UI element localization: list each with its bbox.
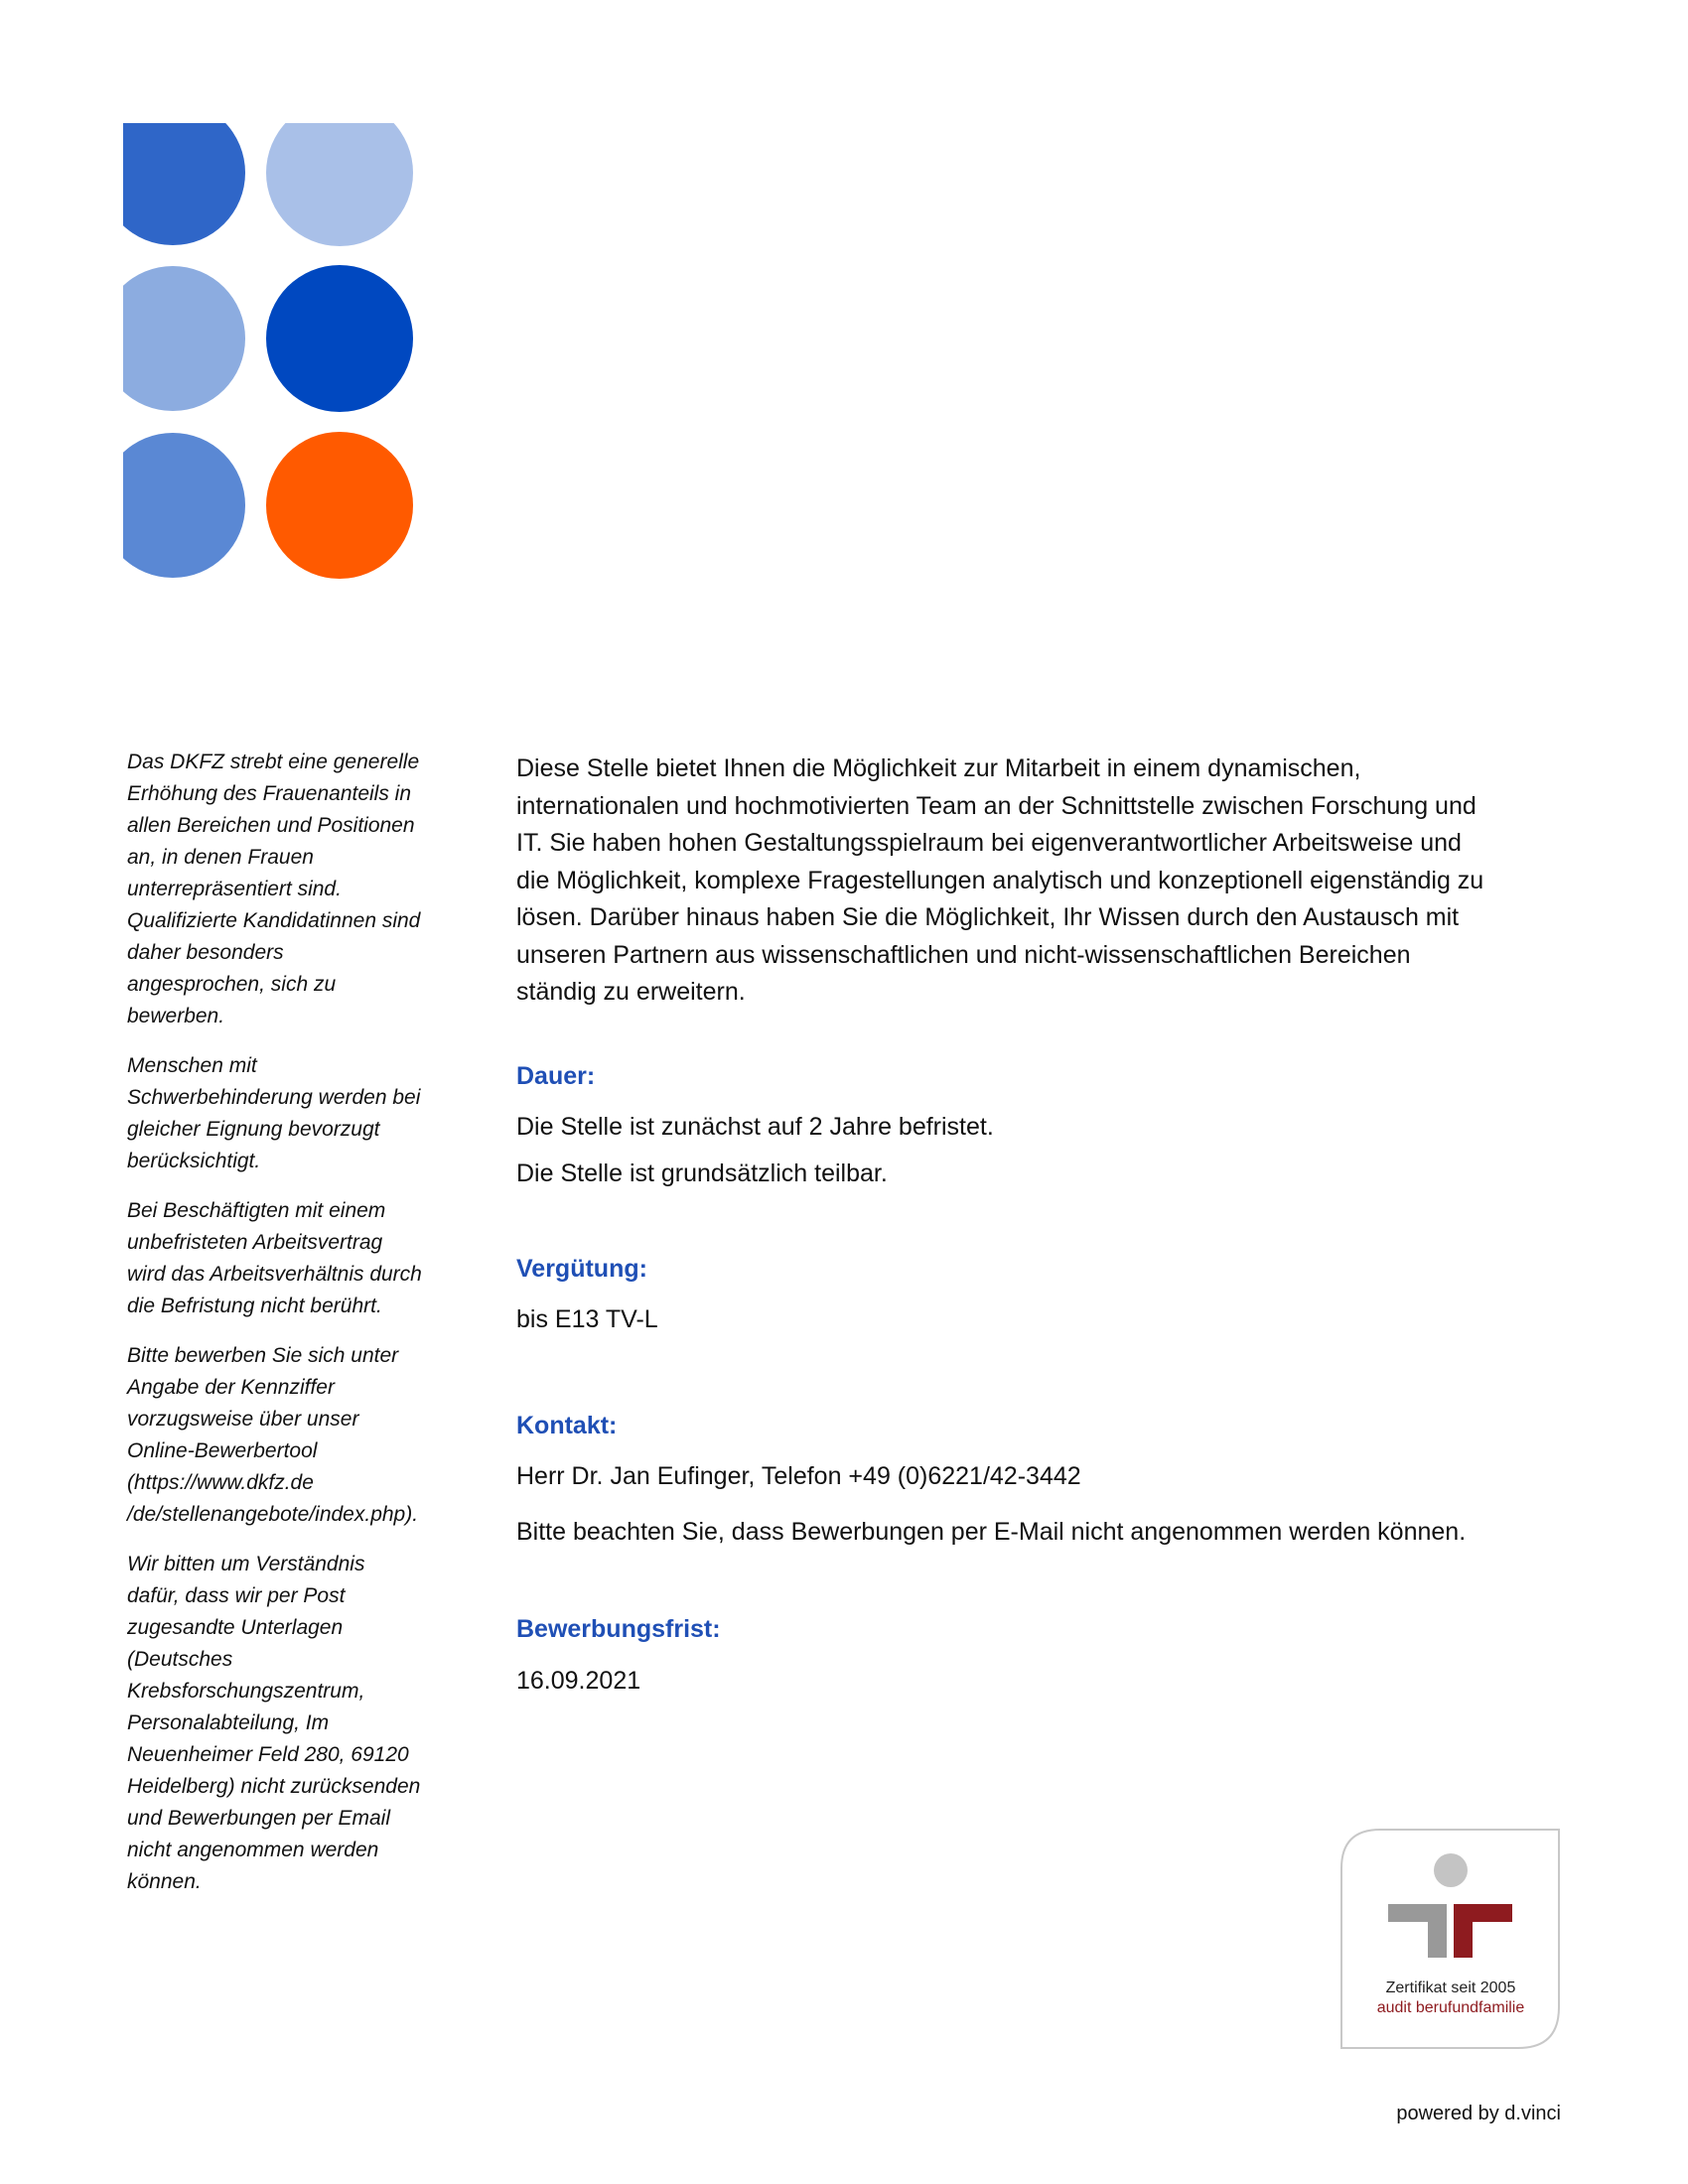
heading-dauer: Dauer:: [516, 1062, 596, 1090]
audit-berufundfamilie-badge: [1340, 1829, 1561, 2049]
note-frauenanteil: Das DKFZ strebt eine generelle Erhöhung des Frauenanteils in allen Bereichen und Positionen an, in denen Frauen unterrepräsentiert sind. Qualifizierte Kandidatinnen sind daher besonders angesprochen, sich zu bewerben.: [127, 751, 421, 1027]
logo-dot: [123, 123, 245, 245]
heading-kontakt: Kontakt:: [516, 1412, 618, 1439]
note-post-unterlagen: Wir bitten um Verständnis dafür, dass wir per Post zugesandte Unterlagen (Deutsches Krebsforschungszentrum, Personalabteilung, Im Neuenheimer Feld 280, 69120 Heidelberg) nicht zurücksenden und Bewerbungen per Email nicht angenommen werden können.: [127, 1553, 421, 1893]
powered-by-footer: powered by d.vinci: [1396, 2103, 1561, 2124]
intro-paragraph: Diese Stelle bietet Ihnen die Möglichkeit zur Mitarbeit in einem dynamischen, internationalen und hochmotivierten Team an der Schnittstelle zwischen Forschung und IT. Sie haben hohen Gestaltungsspielraum bei eigenverantwortlicher Arbeitsweise und die Möglichkeit, komplexe Fragestellungen analytisch und konzeptionell eigenständig zu lösen. Darüber hinaus haben Sie die Möglichkeit, Ihr Wissen durch den Austausch mit unseren Partnern aus wissenschaftlichen und nicht-wissenschaftlichen Bereichen ständig zu erweitern.: [516, 754, 1484, 1006]
logo-dot: [123, 266, 245, 411]
frist-line-1: 16.09.2021: [516, 1667, 641, 1695]
certificate-line-2: audit berufundfamilie: [1376, 1999, 1525, 2016]
sidebar-notes: [127, 747, 455, 1916]
certificate-line-1: Zertifikat seit 2005: [1385, 1979, 1516, 1996]
verguetung-line-1: bis E13 TV-L: [516, 1305, 658, 1333]
note-befristung: Bei Beschäftigten mit einem unbefristeten Arbeitsvertrag wird das Arbeitsverhältnis durch die Befristung nicht berührt.: [127, 1199, 422, 1317]
logo-dot: [266, 432, 413, 579]
note-bewerbung-online: Bitte bewerben Sie sich unter Angabe der Kennziffer vorzugsweise über unser Online-Bewerbertool (https://www.dkfz.de /de/stellenangebote/index.php).: [127, 1344, 419, 1526]
heading-verguetung: Vergütung:: [516, 1255, 647, 1283]
dkfz-logo: [123, 123, 421, 590]
logo-dot: [266, 123, 413, 246]
logo-dot: [123, 433, 245, 578]
note-schwerbehinderung: Menschen mit Schwerbehinderung werden bei gleicher Eignung bevorzugt berücksichtigt.: [127, 1054, 421, 1172]
logo-dot: [266, 265, 413, 412]
dauer-line-2: Die Stelle ist grundsätzlich teilbar.: [516, 1160, 888, 1187]
kontakt-line-2: Bitte beachten Sie, dass Bewerbungen per E-Mail nicht angenommen werden können.: [516, 1518, 1467, 1546]
kontakt-line-1: Herr Dr. Jan Eufinger, Telefon +49 (0)6221/42-3442: [516, 1462, 1081, 1490]
heading-bewerbungsfrist: Bewerbungsfrist:: [516, 1615, 721, 1643]
dauer-line-1: Die Stelle ist zunächst auf 2 Jahre befristet.: [516, 1113, 994, 1141]
